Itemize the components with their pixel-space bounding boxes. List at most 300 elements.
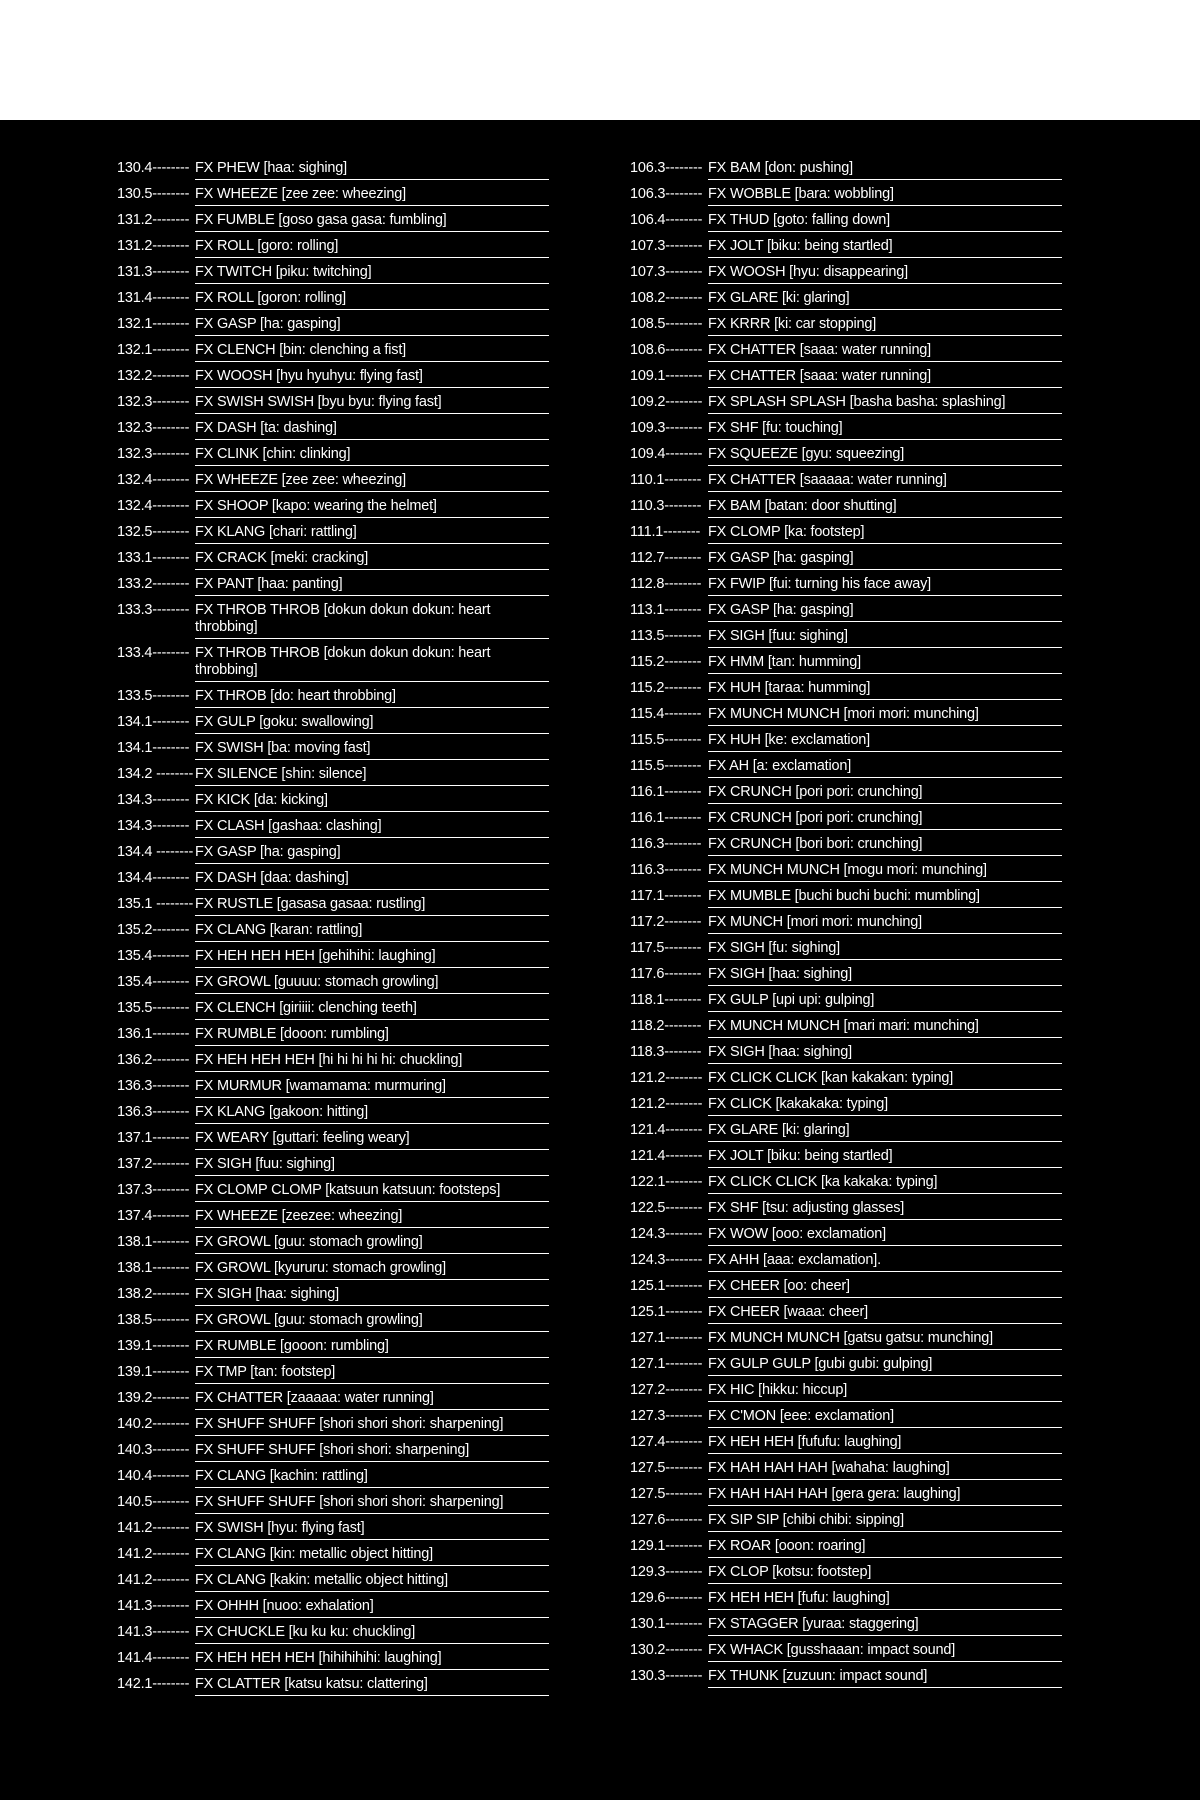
- page-panel-ref: 129.6--------: [630, 1590, 703, 1606]
- glossary-entry: [630, 1040, 1062, 1065]
- glossary-entry: [117, 1464, 549, 1489]
- page-panel-ref: 113.5--------: [630, 628, 702, 644]
- page-panel-ref: 139.2--------: [117, 1390, 190, 1406]
- sfx-translation: FX SPLASH SPLASH [basha basha: splashing]: [708, 390, 1062, 414]
- sfx-translation: FX PANT [haa: panting]: [195, 572, 549, 596]
- page-panel-ref: 135.5--------: [117, 1000, 190, 1016]
- page-panel-ref: 130.5--------: [117, 186, 190, 202]
- page-panel-ref: 135.4--------: [117, 974, 190, 990]
- page-panel-ref: 106.3--------: [630, 186, 703, 202]
- sfx-translation: FX HMM [tan: humming]: [708, 650, 1062, 674]
- page-panel-ref: 140.5--------: [117, 1494, 190, 1510]
- sfx-translation: FX GROWL [guuuu: stomach growling]: [195, 970, 549, 994]
- page-panel-ref: 134.1--------: [117, 740, 190, 756]
- glossary-entry: [117, 494, 549, 519]
- glossary-entry: [117, 1152, 549, 1177]
- page-panel-ref: 121.2--------: [630, 1070, 703, 1086]
- sfx-translation: FX HUH [ke: exclamation]: [708, 728, 1062, 752]
- page-panel-ref: 141.2--------: [117, 1546, 190, 1562]
- page-panel-ref: 135.4--------: [117, 948, 190, 964]
- glossary-entry: [630, 182, 1062, 207]
- page-panel-ref: 141.3--------: [117, 1598, 190, 1614]
- top-margin: [0, 0, 1200, 120]
- page-panel-ref: 116.1--------: [630, 784, 702, 800]
- glossary-entry: [630, 1196, 1062, 1221]
- sfx-translation: FX CLENCH [giriiii: clenching teeth]: [195, 996, 549, 1020]
- page-panel-ref: 132.2--------: [117, 368, 190, 384]
- glossary-entry: [117, 260, 549, 285]
- glossary-entry: [630, 338, 1062, 363]
- glossary-entry: [117, 1048, 549, 1073]
- page-panel-ref: 118.2--------: [630, 1018, 702, 1034]
- sfx-translation: FX THROB [do: heart throbbing]: [195, 684, 549, 708]
- sfx-translation: FX SWISH [hyu: flying fast]: [195, 1516, 549, 1540]
- page-panel-ref: 127.1--------: [630, 1330, 703, 1346]
- sfx-translation: FX THROB THROB [dokun dokun dokun: heart throbbing]: [195, 641, 549, 682]
- glossary-entry: [630, 936, 1062, 961]
- sfx-translation: FX STAGGER [yuraa: staggering]: [708, 1612, 1062, 1636]
- page-panel-ref: 137.3--------: [117, 1182, 190, 1198]
- glossary-entry: [117, 1646, 549, 1671]
- glossary-entry: [630, 208, 1062, 233]
- glossary-entry: [117, 970, 549, 995]
- glossary-entry: [630, 416, 1062, 441]
- sfx-translation: FX WOW [ooo: exclamation]: [708, 1222, 1062, 1246]
- sfx-translation: FX RUMBLE [gooon: rumbling]: [195, 1334, 549, 1358]
- glossary-entry: [630, 1612, 1062, 1637]
- glossary-entry: [630, 1300, 1062, 1325]
- glossary-entry: [630, 1248, 1062, 1273]
- page-panel-ref: 127.6--------: [630, 1512, 703, 1528]
- sfx-translation: FX MUNCH MUNCH [mori mori: munching]: [708, 702, 1062, 726]
- page-panel-ref: 136.2--------: [117, 1052, 190, 1068]
- glossary-entry: [117, 736, 549, 761]
- page-panel-ref: 134.2 --------: [117, 766, 194, 782]
- sfx-translation: FX CLOMP CLOMP [katsuun katsuun: footsteps]: [195, 1178, 549, 1202]
- sfx-translation: FX DASH [ta: dashing]: [195, 416, 549, 440]
- glossary-entry: [117, 416, 549, 441]
- glossary-entry: [630, 286, 1062, 311]
- glossary-entry: [630, 1664, 1062, 1689]
- page-panel-ref: 113.1--------: [630, 602, 702, 618]
- glossary-entry: [630, 1092, 1062, 1117]
- glossary-entry: [117, 814, 549, 839]
- page-panel-ref: 133.5--------: [117, 688, 190, 704]
- glossary-entry: [630, 1352, 1062, 1377]
- sfx-translation: FX HAH HAH HAH [wahaha: laughing]: [708, 1456, 1062, 1480]
- page-panel-ref: 140.4--------: [117, 1468, 190, 1484]
- page-panel-ref: 125.1--------: [630, 1304, 703, 1320]
- glossary-entry: [117, 156, 549, 181]
- glossary-entry: [117, 1126, 549, 1151]
- glossary-entry: [630, 1144, 1062, 1169]
- page-panel-ref: 136.3--------: [117, 1104, 190, 1120]
- page-panel-ref: 135.1 --------: [117, 896, 194, 912]
- page-panel-ref: 117.6--------: [630, 966, 702, 982]
- sfx-translation: FX HEH HEH HEH [hi hi hi hi hi: chuckling]: [195, 1048, 549, 1072]
- page-panel-ref: 141.2--------: [117, 1520, 190, 1536]
- sfx-translation: FX WOOSH [hyu hyuhyu: flying fast]: [195, 364, 549, 388]
- sfx-translation: FX HIC [hikku: hiccup]: [708, 1378, 1062, 1402]
- page-panel-ref: 134.1--------: [117, 714, 190, 730]
- page-panel-ref: 133.2--------: [117, 576, 190, 592]
- sfx-translation: FX MUNCH MUNCH [mogu mori: munching]: [708, 858, 1062, 882]
- glossary-entry: [117, 286, 549, 311]
- sfx-translation: FX GASP [ha: gasping]: [708, 546, 1062, 570]
- glossary-entry: [117, 1438, 549, 1463]
- sfx-translation: FX CLANG [kin: metallic object hitting]: [195, 1542, 549, 1566]
- sfx-glossary-page: [0, 120, 1200, 1800]
- glossary-entry: [630, 1118, 1062, 1143]
- page-panel-ref: 110.1--------: [630, 472, 702, 488]
- sfx-translation: FX ROLL [goron: rolling]: [195, 286, 549, 310]
- sfx-translation: FX WOOSH [hyu: disappearing]: [708, 260, 1062, 284]
- glossary-entry: [117, 1490, 549, 1515]
- page-panel-ref: 118.1--------: [630, 992, 702, 1008]
- glossary-entry: [630, 1014, 1062, 1039]
- sfx-translation: FX JOLT [biku: being startled]: [708, 1144, 1062, 1168]
- page-panel-ref: 132.3--------: [117, 446, 190, 462]
- sfx-translation: FX GASP [ha: gasping]: [708, 598, 1062, 622]
- page-panel-ref: 115.4--------: [630, 706, 702, 722]
- sfx-translation: FX CRUNCH [bori bori: crunching]: [708, 832, 1062, 856]
- sfx-translation: FX GULP [upi upi: gulping]: [708, 988, 1062, 1012]
- page-panel-ref: 109.1--------: [630, 368, 703, 384]
- glossary-entry: [117, 1594, 549, 1619]
- sfx-translation: FX AH [a: exclamation]: [708, 754, 1062, 778]
- glossary-entry: [630, 520, 1062, 545]
- sfx-translation: FX RUSTLE [gasasa gasaa: rustling]: [195, 892, 549, 916]
- glossary-entry: [630, 598, 1062, 623]
- sfx-translation: FX WHEEZE [zeezee: wheezing]: [195, 1204, 549, 1228]
- sfx-translation: FX SHF [fu: touching]: [708, 416, 1062, 440]
- glossary-entry: [117, 338, 549, 363]
- page-panel-ref: 138.1--------: [117, 1260, 190, 1276]
- glossary-entry: [117, 208, 549, 233]
- sfx-translation: FX AHH [aaa: exclamation].: [708, 1248, 1062, 1272]
- glossary-entry: [117, 892, 549, 917]
- page-panel-ref: 124.3--------: [630, 1226, 703, 1242]
- sfx-translation: FX TWITCH [piku: twitching]: [195, 260, 549, 284]
- sfx-translation: FX TMP [tan: footstep]: [195, 1360, 549, 1384]
- glossary-entry: [117, 1230, 549, 1255]
- glossary-entry: [630, 1378, 1062, 1403]
- sfx-translation: FX CLICK [kakakaka: typing]: [708, 1092, 1062, 1116]
- sfx-translation: FX SHUFF SHUFF [shori shori: sharpening]: [195, 1438, 549, 1462]
- glossary-entry: [117, 1282, 549, 1307]
- glossary-entry: [117, 1334, 549, 1359]
- page-panel-ref: 129.3--------: [630, 1564, 703, 1580]
- glossary-entry: [117, 234, 549, 259]
- glossary-entry: [630, 1274, 1062, 1299]
- sfx-translation: FX HUH [taraa: humming]: [708, 676, 1062, 700]
- sfx-translation: FX WHEEZE [zee zee: wheezing]: [195, 182, 549, 206]
- page-panel-ref: 122.1--------: [630, 1174, 703, 1190]
- page-panel-ref: 132.3--------: [117, 394, 190, 410]
- sfx-translation: FX HEH HEH [fufufu: laughing]: [708, 1430, 1062, 1454]
- sfx-translation: FX CHUCKLE [ku ku ku: chuckling]: [195, 1620, 549, 1644]
- sfx-translation: FX GROWL [guu: stomach growling]: [195, 1308, 549, 1332]
- sfx-translation: FX CLASH [gashaa: clashing]: [195, 814, 549, 838]
- sfx-translation: FX ROLL [goro: rolling]: [195, 234, 549, 258]
- glossary-entry: [630, 702, 1062, 727]
- page-panel-ref: 108.5--------: [630, 316, 703, 332]
- glossary-entry: [117, 1022, 549, 1047]
- sfx-translation: FX SIGH [fuu: sighing]: [708, 624, 1062, 648]
- page-panel-ref: 134.4--------: [117, 870, 190, 886]
- sfx-translation: FX MURMUR [wamamama: murmuring]: [195, 1074, 549, 1098]
- page-panel-ref: 131.2--------: [117, 212, 190, 228]
- sfx-translation: FX CHATTER [zaaaaa: water running]: [195, 1386, 549, 1410]
- sfx-translation: FX CLATTER [katsu katsu: clattering]: [195, 1672, 549, 1696]
- sfx-translation: FX CLINK [chin: clinking]: [195, 442, 549, 466]
- glossary-entry: [630, 910, 1062, 935]
- glossary-entry: [630, 1534, 1062, 1559]
- sfx-translation: FX THUD [goto: falling down]: [708, 208, 1062, 232]
- page-panel-ref: 116.3--------: [630, 836, 702, 852]
- page-panel-ref: 109.3--------: [630, 420, 703, 436]
- sfx-translation: FX SHUFF SHUFF [shori shori shori: sharpening]: [195, 1490, 549, 1514]
- page-panel-ref: 139.1--------: [117, 1364, 190, 1380]
- sfx-translation: FX THROB THROB [dokun dokun dokun: heart throbbing]: [195, 598, 549, 639]
- glossary-entry: [117, 364, 549, 389]
- sfx-translation: FX CRUNCH [pori pori: crunching]: [708, 806, 1062, 830]
- sfx-translation: FX KLANG [chari: rattling]: [195, 520, 549, 544]
- sfx-translation: FX HEH HEH HEH [hihihihihi: laughing]: [195, 1646, 549, 1670]
- glossary-entry: [117, 182, 549, 207]
- page-panel-ref: 139.1--------: [117, 1338, 190, 1354]
- sfx-translation: FX CLOMP [ka: footstep]: [708, 520, 1062, 544]
- page-panel-ref: 141.3--------: [117, 1624, 190, 1640]
- glossary-entry: [630, 442, 1062, 467]
- glossary-entry: [117, 1100, 549, 1125]
- glossary-entry: [117, 788, 549, 813]
- glossary-entry: [630, 546, 1062, 571]
- page-panel-ref: 141.4--------: [117, 1650, 190, 1666]
- page-panel-ref: 124.3--------: [630, 1252, 703, 1268]
- sfx-translation: FX GLARE [ki: glaring]: [708, 1118, 1062, 1142]
- glossary-entry: [630, 884, 1062, 909]
- glossary-entry: [117, 598, 549, 640]
- sfx-translation: FX SIGH [fu: sighing]: [708, 936, 1062, 960]
- sfx-translation: FX CHEER [waaa: cheer]: [708, 1300, 1062, 1324]
- glossary-entry: [117, 1074, 549, 1099]
- glossary-entry: [630, 572, 1062, 597]
- page-panel-ref: 130.2--------: [630, 1642, 703, 1658]
- glossary-entry: [117, 866, 549, 891]
- glossary-entry: [117, 442, 549, 467]
- glossary-entry: [630, 962, 1062, 987]
- glossary-entry: [117, 1672, 549, 1697]
- sfx-translation: FX GROWL [guu: stomach growling]: [195, 1230, 549, 1254]
- glossary-entry: [117, 641, 549, 683]
- glossary-entry: [630, 1222, 1062, 1247]
- page-panel-ref: 106.3--------: [630, 160, 703, 176]
- page-panel-ref: 136.1--------: [117, 1026, 190, 1042]
- glossary-entry: [117, 710, 549, 735]
- sfx-translation: FX CLANG [kachin: rattling]: [195, 1464, 549, 1488]
- page-panel-ref: 127.5--------: [630, 1486, 703, 1502]
- page-panel-ref: 135.2--------: [117, 922, 190, 938]
- glossary-entry: [630, 988, 1062, 1013]
- page-panel-ref: 127.4--------: [630, 1434, 703, 1450]
- page-panel-ref: 109.4--------: [630, 446, 703, 462]
- sfx-translation: FX MUNCH [mori mori: munching]: [708, 910, 1062, 934]
- page-panel-ref: 111.1--------: [630, 524, 701, 540]
- sfx-translation: FX SQUEEZE [gyu: squeezing]: [708, 442, 1062, 466]
- sfx-translation: FX SHOOP [kapo: wearing the helmet]: [195, 494, 549, 518]
- glossary-entry: [630, 260, 1062, 285]
- glossary-entry: [117, 762, 549, 787]
- sfx-translation: FX BAM [don: pushing]: [708, 156, 1062, 180]
- glossary-entry: [630, 858, 1062, 883]
- page-panel-ref: 115.5--------: [630, 758, 702, 774]
- glossary-entry: [630, 468, 1062, 493]
- page-panel-ref: 133.3--------: [117, 602, 190, 618]
- page-panel-ref: 138.2--------: [117, 1286, 190, 1302]
- glossary-entry: [630, 780, 1062, 805]
- page-panel-ref: 132.5--------: [117, 524, 190, 540]
- page-panel-ref: 137.2--------: [117, 1156, 190, 1172]
- sfx-translation: FX SIGH [haa: sighing]: [708, 962, 1062, 986]
- page-panel-ref: 127.3--------: [630, 1408, 703, 1424]
- page-panel-ref: 106.4--------: [630, 212, 703, 228]
- page-panel-ref: 117.2--------: [630, 914, 702, 930]
- page-panel-ref: 115.2--------: [630, 654, 702, 670]
- sfx-translation: FX CHATTER [saaa: water running]: [708, 338, 1062, 362]
- sfx-translation: FX CHEER [oo: cheer]: [708, 1274, 1062, 1298]
- glossary-entry: [630, 1638, 1062, 1663]
- page-panel-ref: 132.4--------: [117, 472, 190, 488]
- glossary-entry: [630, 1170, 1062, 1195]
- sfx-translation: FX CHATTER [saaa: water running]: [708, 364, 1062, 388]
- sfx-translation: FX CLANG [kakin: metallic object hitting]: [195, 1568, 549, 1592]
- glossary-entry: [117, 546, 549, 571]
- glossary-entry: [630, 676, 1062, 701]
- sfx-translation: FX HAH HAH HAH [gera gera: laughing]: [708, 1482, 1062, 1506]
- glossary-entry: [630, 390, 1062, 415]
- page-panel-ref: 133.4--------: [117, 645, 190, 661]
- sfx-translation: FX ROAR [ooon: roaring]: [708, 1534, 1062, 1558]
- sfx-translation: FX OHHH [nuoo: exhalation]: [195, 1594, 549, 1618]
- glossary-entry: [630, 728, 1062, 753]
- glossary-entry: [117, 390, 549, 415]
- glossary-entry: [117, 520, 549, 545]
- glossary-entry: [117, 840, 549, 865]
- glossary-entry: [630, 1456, 1062, 1481]
- sfx-translation: FX GLARE [ki: glaring]: [708, 286, 1062, 310]
- page-panel-ref: 132.1--------: [117, 316, 190, 332]
- sfx-translation: FX DASH [daa: dashing]: [195, 866, 549, 890]
- page-panel-ref: 108.6--------: [630, 342, 703, 358]
- glossary-entry: [117, 1386, 549, 1411]
- sfx-translation: FX CHATTER [saaaaa: water running]: [708, 468, 1062, 492]
- sfx-translation: FX MUNCH MUNCH [mari mari: munching]: [708, 1014, 1062, 1038]
- sfx-translation: FX WOBBLE [bara: wobbling]: [708, 182, 1062, 206]
- page-panel-ref: 134.4 --------: [117, 844, 194, 860]
- glossary-entry: [117, 1178, 549, 1203]
- sfx-translation: FX SWISH SWISH [byu byu: flying fast]: [195, 390, 549, 414]
- page-panel-ref: 117.5--------: [630, 940, 702, 956]
- page-panel-ref: 107.3--------: [630, 264, 703, 280]
- page-panel-ref: 110.3--------: [630, 498, 702, 514]
- sfx-translation: FX WEARY [guttari: feeling weary]: [195, 1126, 549, 1150]
- page-panel-ref: 137.4--------: [117, 1208, 190, 1224]
- sfx-translation: FX PHEW [haa: sighing]: [195, 156, 549, 180]
- page-panel-ref: 117.1--------: [630, 888, 702, 904]
- page-panel-ref: 136.3--------: [117, 1078, 190, 1094]
- page-panel-ref: 131.3--------: [117, 264, 190, 280]
- page-panel-ref: 130.3--------: [630, 1668, 703, 1684]
- glossary-entry: [117, 1620, 549, 1645]
- glossary-entry: [117, 1204, 549, 1229]
- glossary-entry: [630, 1430, 1062, 1455]
- glossary-entry: [117, 1256, 549, 1281]
- glossary-entry: [117, 468, 549, 493]
- sfx-translation: FX GULP [goku: swallowing]: [195, 710, 549, 734]
- right-column: [630, 156, 1062, 1690]
- page-panel-ref: 130.1--------: [630, 1616, 703, 1632]
- glossary-entry: [117, 918, 549, 943]
- sfx-translation: FX KRRR [ki: car stopping]: [708, 312, 1062, 336]
- sfx-translation: FX GROWL [kyururu: stomach growling]: [195, 1256, 549, 1280]
- glossary-entry: [630, 624, 1062, 649]
- glossary-entry: [117, 312, 549, 337]
- page-panel-ref: 127.2--------: [630, 1382, 703, 1398]
- sfx-translation: FX GULP GULP [gubi gubi: gulping]: [708, 1352, 1062, 1376]
- sfx-translation: FX MUMBLE [buchi buchi buchi: mumbling]: [708, 884, 1062, 908]
- page-panel-ref: 122.5--------: [630, 1200, 703, 1216]
- page-panel-ref: 115.5--------: [630, 732, 702, 748]
- sfx-translation: FX GASP [ha: gasping]: [195, 312, 549, 336]
- glossary-entry: [630, 832, 1062, 857]
- glossary-entry: [630, 1326, 1062, 1351]
- page-panel-ref: 140.2--------: [117, 1416, 190, 1432]
- glossary-entry: [630, 1586, 1062, 1611]
- sfx-translation: FX SIGH [haa: sighing]: [708, 1040, 1062, 1064]
- page-panel-ref: 121.4--------: [630, 1148, 703, 1164]
- page-panel-ref: 116.3--------: [630, 862, 702, 878]
- glossary-entry: [630, 806, 1062, 831]
- sfx-translation: FX CLANG [karan: rattling]: [195, 918, 549, 942]
- sfx-translation: FX THUNK [zuzuun: impact sound]: [708, 1664, 1062, 1688]
- page-panel-ref: 138.1--------: [117, 1234, 190, 1250]
- page-panel-ref: 131.2--------: [117, 238, 190, 254]
- glossary-entry: [630, 1560, 1062, 1585]
- glossary-entry: [630, 1508, 1062, 1533]
- page-panel-ref: 112.7--------: [630, 550, 702, 566]
- sfx-translation: FX FUMBLE [goso gasa gasa: fumbling]: [195, 208, 549, 232]
- glossary-entry: [117, 1308, 549, 1333]
- glossary-entry: [630, 1482, 1062, 1507]
- page-panel-ref: 121.2--------: [630, 1096, 703, 1112]
- sfx-translation: FX SILENCE [shin: silence]: [195, 762, 549, 786]
- page-panel-ref: 107.3--------: [630, 238, 703, 254]
- glossary-entry: [630, 312, 1062, 337]
- page-panel-ref: 118.3--------: [630, 1044, 702, 1060]
- glossary-entry: [117, 572, 549, 597]
- sfx-translation: FX SWISH [ba: moving fast]: [195, 736, 549, 760]
- glossary-entry: [630, 156, 1062, 181]
- sfx-translation: FX CLOP [kotsu: footstep]: [708, 1560, 1062, 1584]
- page-panel-ref: 127.5--------: [630, 1460, 703, 1476]
- page-panel-ref: 115.2--------: [630, 680, 702, 696]
- glossary-entry: [117, 1542, 549, 1567]
- sfx-translation: FX SHF [tsu: adjusting glasses]: [708, 1196, 1062, 1220]
- sfx-translation: FX CRACK [meki: cracking]: [195, 546, 549, 570]
- glossary-entry: [117, 996, 549, 1021]
- glossary-entry: [630, 754, 1062, 779]
